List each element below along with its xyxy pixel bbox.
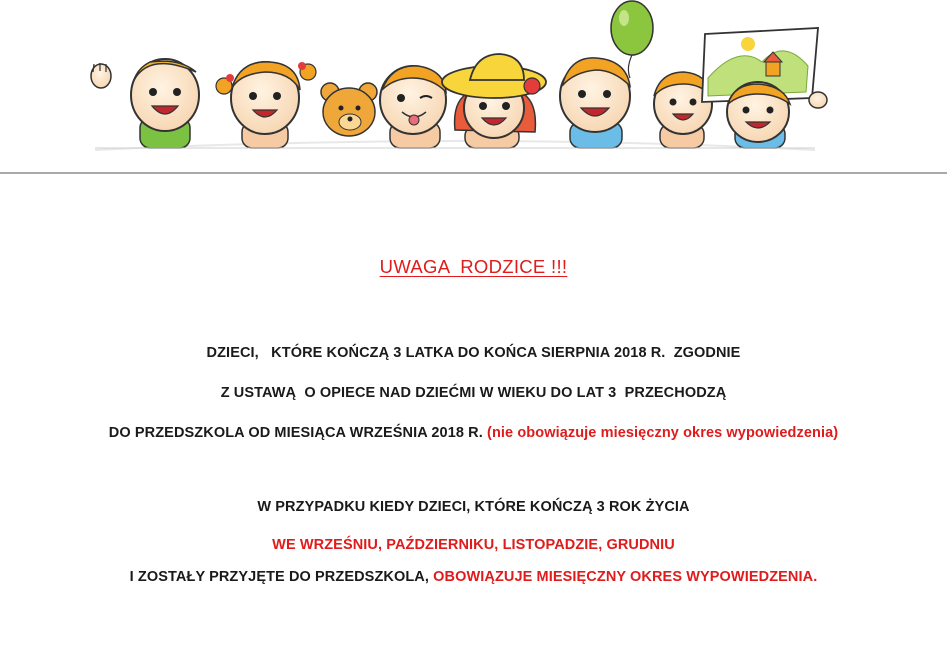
notice-title: UWAGA RODZICE !!! (379, 256, 568, 277)
notice-paragraph-2-line-1: W PRZYPADKU KIEDY DZIECI, KTÓRE KOŃCZĄ 3 ROK ŻYCIA (257, 499, 690, 515)
waving-hand-icon (91, 63, 111, 88)
notice-paragraph-2-line-3 (0, 569, 947, 585)
horizontal-divider (0, 172, 947, 174)
notice-paragraph-1-line-1: DZIECI, KTÓRE KOŃCZĄ 3 LATKA DO KOŃCA SIERPNIA 2018 R. ZGODNIE (206, 345, 741, 361)
child-face-1 (131, 59, 199, 148)
teddy-bear-icon (321, 83, 377, 136)
notice-paragraph-1-line-3 (0, 425, 947, 441)
notice-paragraph-1-line-2: Z USTAWĄ O OPIECE NAD DZIEĆMI W WIEKU DO LAT 3 PRZECHODZĄ (220, 385, 727, 401)
notice-paragraph-1-line-3-highlight: (nie obowiązuje miesięczny okres wypowiedzenia) (487, 425, 839, 441)
children-illustration (0, 0, 947, 172)
notice-paragraph-1-line-3-text: DO PRZEDSZKOLA OD MIESIĄCA WRZEŚNIA 2018 R. (108, 425, 488, 441)
child-face-4 (442, 54, 546, 148)
child-face-5 (560, 58, 630, 148)
notice-paragraph-2-line-2: WE WRZEŚNIU, PAŹDZIERNIKU, LISTOPADZIE, GRUDNIU (272, 537, 675, 553)
child-face-3 (380, 66, 446, 148)
notice-paragraph-2-line-3-text: I ZOSTAŁY PRZYJĘTE DO PRZEDSZKOLA, (129, 569, 434, 585)
notice-paragraph-2-line-3-highlight: OBOWIĄZUJE MIESIĘCZNY OKRES WYPOWIEDZENIA. (433, 569, 818, 585)
child-face-2 (216, 62, 316, 148)
